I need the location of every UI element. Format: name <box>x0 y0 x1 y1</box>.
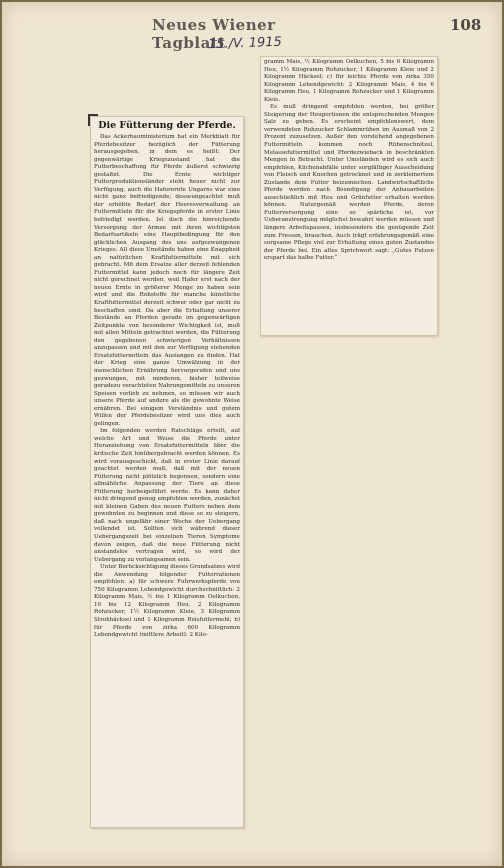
article-headline: Die Fütterung der Pferde. <box>98 120 236 131</box>
article-paragraph: Unter Berücksichtigung dieses Grundsatzes wird die Anwendung folgender Futterrationen empfohlen: a) für schwere Fuhrwerkspferde von 750 Kilogramm Lebendgewicht durchschnittlich: 2 Kilogramm Mais, ½ bis 1 Kilogramm Oelkuchen, 10 bis 12 Kilogramm Heu, 2 Kilogramm Rohzucker, 1½ Kilogramm Kleie, 3 Kilogramm Strohhäcksel und 1 Kilogramm Reisfuttermehl; b) für Pferde von zirka 600 Kilogramm Lebendgewicht (mittlere Arbeit): 2 Kilo- <box>94 564 240 639</box>
article-paragraph: Im folgenden werden Ratschläge erteilt, auf welche Art und Weise die Pferde unter Heranziehung von Ersatzfuttermitteln über die kritische Zeit hinübergebracht werden können. Es wird vorausgeschickt, daß in erster Linie darauf geachtet werden muß, daß mit der neuen Fütterung nicht plötzlich begonnen, sondern eine allmähliche Anpassung der Tiere an diese Fütterung herbeigeführt werde. Es kann daher nicht dringend genug empfohlen werden, zunächst mit kleinen Gaben des neuen Futters nehen dem gewohnten zu beginnen und diese so zu steigern, daß nach ungefähr einer Woche der Uebergang vollendet ist. Sollten sich während dieser Uebergangszeit bei einzelnen Tieren Symptome davon zeigen, daß die neue Fütterung nicht anstandslos vertragen wird, so wird der Uebergang zu verlangsamen sein. <box>94 428 240 563</box>
article-paragraph: Es muß dringend empfohlen werden, bei größer Steigerung der Heuportionen die entsprechenden Mengen Salz zu geben. Es erscheint empfehlenswert, dem verwendeten Rohzucker Schlammrüben im Ausmaß von 2 Prozent zuzusetzen. Außer den vorstehend angegebenen Futtermitteln kommen noch Rübenschnitzel, Melassefuttermittel und Pferdezwieback in beschränkten Mengen in Betracht. Unter Umständen wird es sich auch empfehlen, Küchenabfälle unter sorgfältiger Ausscheidung von Fleisch und Knochen getrocknet und in zerkleinertem Zustande dem Futter beizumischen. Landwirtschaftliche Pferde werden nach Beendigung der Anbauarbeiten ausschließlich mit Heu und Grünfutter erhalten werden können. Naturgemäß werden Pferde, deren Futterversorgung eine so spärliche ist, vor Ueberanstrengung möglichst bewahrt werden müssen und längere Arbeitspausen, insbesondere die genügende Zeit zum Fressen, brauchen. Auch trägt erfahrungsgemäß eine sorgsame Pflege viel zur Erhaltung eines guten Zustandes der Pferde bei. Ein altes Sprichwort sagt: „Gutes Putzen erspart das halbe Futter.“ <box>264 104 434 262</box>
newspaper-masthead: Neues Wiener Tagblatt <box>152 16 276 52</box>
article-column-left <box>90 116 244 828</box>
article-paragraph: gramm Mais, ½ Kilogramm Oelkuchen, 5 bis 6 Kilogramm Heu, 1½ Kilogramm Rohzucker, 1 Kilogramm Kleie und 2 Kilogramm Häcksel; c) für leichte Pferde von zirka 350 Kilogramm Lebendgewicht: 2 Kilogramm Mais, 4 bis 6 Kilogramm Heu, 1 Kilogramm Rohzucker und 1 Kilogramm Kleie. <box>264 59 434 103</box>
page-number: 108 <box>450 16 482 34</box>
newspaper-clipping-sheet <box>2 2 502 866</box>
article-paragraph: Das Ackerbauministerium hat ein Merkblatt für Pferdebesitzer bezüglich der Fütterung herausgegeben, in dem es heißt: Der gegenwärtige Kriegszustand hat die Futterbeschaffung für Pferde äußerst schwierig gestaltet. Die Ernte wichtiger Futterproduktionsländer steht heuer nicht zur Verfügung, auch die Haferernte Ungarns war eine nicht ganz befriedigende; desseungeachtet muß der erhöhte Bedarf der Heeresverwaltung an Futtermitteln für die Kriegspferde in erster Linie befriedigt werden. Ist doch die hinreichende Versorgung der Armee mit ihren wichtigsten Bedarfsartikeln eine Hauptbedingung für den glücklichen Ausgang des uns aufgezwungenen Krieges. All diese Umstände haben eine Knappheit an natürlichen Kraftfuttermitteln mit sich gebracht. Mit dem Ersatze aller derzeit fehlenden Futtermittel kann jedoch noch für längere Zeit nicht gerechnet werden, weil Hafer erst nach der neuen Ernte in größerer Menge zu haben sein wird und die Rohstoffe für manche künstliche Kraftfuttermittel derzeit schwer oder gar nicht zu beschaffen sind. Da aber die Erhaltung unserer Bestände an Pferden gerade im gegenwärtigen Zeitpunkte von besonderer Wichtigkeit ist, muß mit allen Mitteln getrachtet werden, die Fütterung den gegebenen schwierigen Verhältnissen anzupassen und mit den zur Verfügung stehenden Ersatzfuttermitteln das Auslangen zu finden. Hat der Krieg eine ganze Umwälzung in der menschlichen Ernährung hervorgerufen und uns gezwungen, mit minderen, bisher teilweise geradezu verachteten Nahrungsmitteln zu unseren Speisen vorlieb zu nehmen, so müssen wir auch unsere Pferde auf andere als die gewohnte Weise ernähren. Bei einigem Verständnis und gutem Willen der Pferdebesitzer wird uns dies auch gelingen. <box>94 134 240 427</box>
handwritten-date: 15./V. 1915 <box>207 34 283 53</box>
article-column-right <box>260 56 438 336</box>
